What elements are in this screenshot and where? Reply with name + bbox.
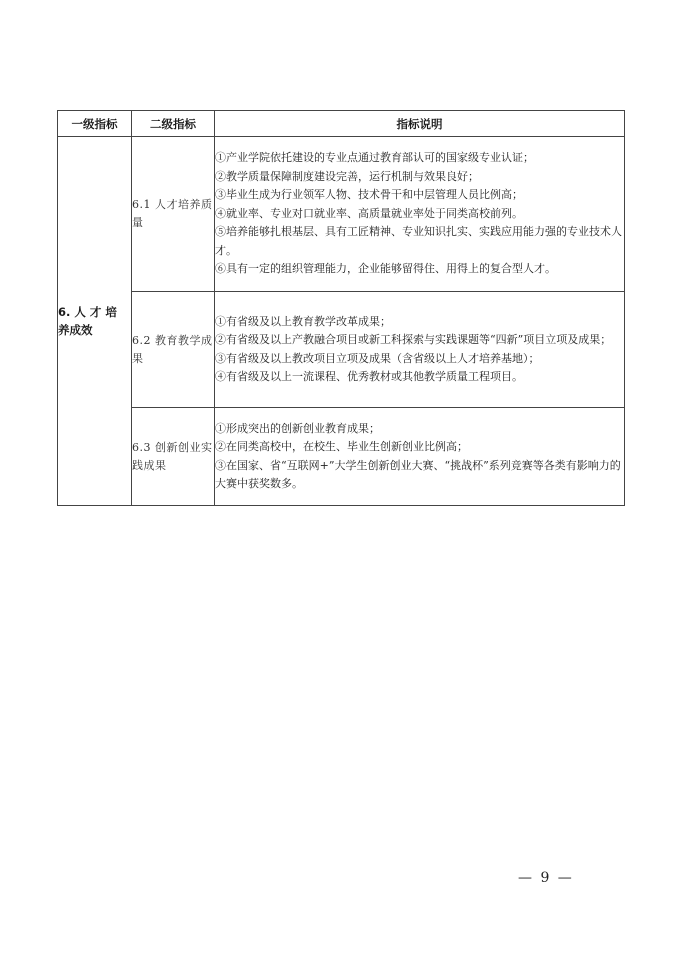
description-item: ③在国家、省“互联网+”大学生创新创业大赛、“挑战杯”系列竞赛等各类有影响力的大赛中获奖数多。 [215,458,621,490]
table-row [58,137,625,292]
indicator-description-cell [215,408,625,506]
description-item: ③毕业生成为行业领军人物、技术骨干和中层管理人员比例高； [215,188,523,202]
page-number: — 9 — [518,870,574,886]
level2-indicator-cell: 6.2 教育教学成果 [132,292,215,408]
description-item: ①有省级及以上教育教学改革成果； [215,314,391,328]
description-item: ③有省级及以上教改项目立项及成果（含省级以上人才培养基地）； [215,351,540,365]
description-item: ①形成突出的创新创业教育成果； [215,421,380,435]
level2-indicator-cell: 6.1 人才培养质量 [132,137,215,292]
description-item: ⑤培养能够扎根基层、具有工匠精神、专业知识扎实、实践应用能力强的专业技术人才。 [215,225,622,257]
level2-indicator-cell: 6.3 创新创业实践成果 [132,408,215,506]
indicator-description-cell [215,292,625,408]
indicator-table [57,110,625,506]
description-item: ②教学质量保障制度建设完善，运行机制与效果良好； [215,169,479,183]
indicator-description-cell [215,137,625,292]
description-item: ④就业率、专业对口就业率、高质量就业率处于同类高校前列。 [215,206,523,220]
header-level1: 一级指标 [58,111,132,137]
header-level2: 二级指标 [132,111,215,137]
description-item: ④有省级及以上一流课程、优秀教材或其他教学质量工程项目。 [215,370,523,383]
table-row [58,408,625,506]
description-item: ②有省级及以上产教融合项目或新工科探索与实践课题等“四新”项目立项及成果； [215,333,612,346]
description-item: ⑥具有一定的组织管理能力，企业能够留得住、用得上的复合型人才。 [215,262,556,276]
description-item: ①产业学院依托建设的专业点通过教育部认可的国家级专业认证； [215,151,534,165]
level1-indicator-cell: 6. 人 才 培 养成效 [58,137,132,506]
table-header-row [58,111,625,137]
header-description: 指标说明 [215,111,625,137]
description-item: ②在同类高校中，在校生、毕业生创新创业比例高； [215,440,468,453]
table-row [58,292,625,408]
